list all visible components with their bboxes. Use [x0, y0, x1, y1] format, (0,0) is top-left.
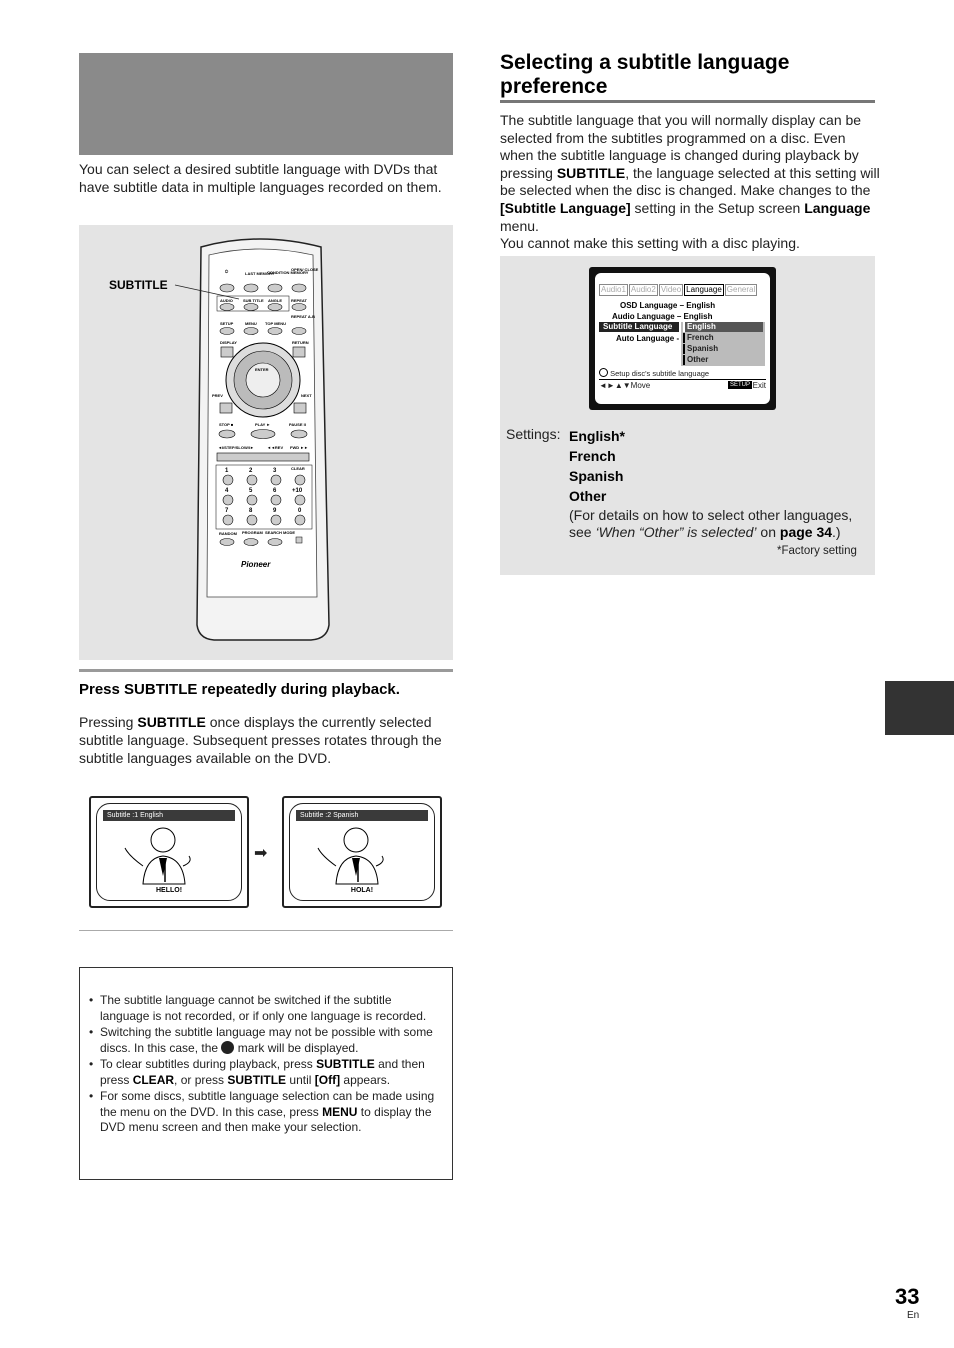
setup-screen [589, 267, 776, 410]
tab-audio1: Audio1 [601, 285, 626, 294]
option-spanish: Spanish [683, 344, 718, 354]
section-body: The subtitle language that you will normally display can be selected from the subtitles programmed on a disc. Even when the subtitle language is changed during playback by pressing SUBTITLE, the language selected at this setting will be selected when the disc is changed. Make changes to the [Subtitle Language] setting in the Setup screen Language menu. You cannot make this setting with a disc playing. [500, 112, 880, 252]
svg-text:7: 7 [225, 508, 229, 514]
setup-tabs [599, 284, 757, 296]
subtitle-callout: SUBTITLE [109, 278, 168, 292]
auto-language-row: Auto Language - [616, 334, 680, 343]
remote-control-icon [79, 225, 453, 660]
svg-text:DISPLAY: DISPLAY [220, 340, 237, 345]
page-language: En [907, 1310, 920, 1321]
arrow-right-icon: ➡ [254, 845, 268, 862]
svg-text:⏻: ⏻ [225, 269, 229, 274]
svg-text:REPEAT: REPEAT [291, 298, 307, 303]
tv-caption: HELLO! [155, 887, 183, 894]
svg-text:SETUP: SETUP [220, 321, 234, 326]
tv-caption: HOLA! [350, 887, 374, 894]
info-icon [599, 368, 608, 377]
svg-text:PLAY ►: PLAY ► [255, 422, 271, 427]
arrow-keys-icon: ◄►▲▼ [599, 381, 631, 390]
svg-text:6: 6 [273, 488, 277, 494]
tab-audio2: Audio2 [630, 285, 656, 294]
no-subtitle-mark-icon [221, 1041, 234, 1054]
divider [79, 669, 453, 672]
screen-footer: ◄►▲▼Move SETUP Exit [599, 381, 766, 390]
svg-text:9: 9 [273, 508, 277, 514]
svg-text:ENTER: ENTER [255, 367, 269, 372]
svg-text:4: 4 [225, 488, 229, 494]
svg-text:RETURN: RETURN [292, 340, 309, 345]
osd-language-row: OSD Language – English [620, 301, 716, 310]
svg-text:◄I/STEP/SLOW/I►: ◄I/STEP/SLOW/I► [218, 445, 254, 450]
settings-note: (For details on how to select other languages, see ‘When “Other” is selected’ on page 34.) [569, 507, 853, 540]
svg-text:PREV: PREV [212, 393, 223, 398]
svg-text:AUDIO: AUDIO [220, 298, 233, 303]
svg-text:FWD ►►: FWD ►► [290, 445, 309, 450]
option-french: French [683, 333, 714, 343]
svg-text:SEARCH MODE: SEARCH MODE [265, 530, 296, 535]
note-item: • The subtitle language cannot be switched if the subtitle language is not recorded, or if only one language is recorded. [100, 993, 438, 1024]
note-item: • Switching the subtitle language may not be possible with some discs. In this case, the mark will be displayed. [100, 1025, 438, 1056]
svg-text:REPEAT A-B: REPEAT A-B [291, 314, 315, 319]
screen-hint: Setup disc's subtitle language [599, 368, 709, 378]
svg-text:ANGLE: ANGLE [268, 298, 282, 303]
option-english: English [683, 322, 763, 332]
svg-text:2: 2 [249, 468, 253, 474]
svg-text:CONDITION MEMORY: CONDITION MEMORY [267, 270, 309, 275]
section-header-bar [79, 53, 453, 155]
step-body: Pressing SUBTITLE once displays the currently selected subtitle language. Subsequent presses rotates through the subtitle languages available on the DVD. [79, 714, 442, 766]
svg-text:SUB TITLE: SUB TITLE [243, 298, 264, 303]
svg-text:3: 3 [273, 468, 277, 474]
svg-text:MENU: MENU [245, 321, 257, 326]
intro-text: You can select a desired subtitle language with DVDs that have subtitle data in multiple languages recorded on them. [79, 161, 442, 195]
note-item: • To clear subtitles during playback, press SUBTITLE and then press CLEAR, or press SUBTITLE until [Off] appears. [100, 1057, 438, 1088]
tab-video: Video [660, 285, 682, 294]
pioneer-logo: Pioneer [241, 560, 271, 569]
svg-text:PROGRAM: PROGRAM [242, 530, 263, 535]
tab-language: Language [686, 285, 722, 294]
svg-text:LAST MEMORY: LAST MEMORY [245, 271, 275, 276]
notes-box [79, 967, 453, 1180]
tab-general: General [726, 285, 756, 294]
step-heading: Press SUBTITLE repeatedly during playback. [79, 681, 400, 698]
subtitle-osd-bar: Subtitle :1 English [103, 810, 235, 821]
option-other: Other [683, 355, 708, 365]
svg-text:+10: +10 [292, 488, 303, 494]
svg-text:TOP MENU: TOP MENU [265, 321, 286, 326]
tv-screen-english [89, 796, 249, 908]
svg-text:OPEN/ CLOSE: OPEN/ CLOSE [291, 267, 319, 272]
title-underline [500, 100, 875, 103]
svg-text:STOP ■: STOP ■ [219, 422, 234, 427]
factory-setting-note: *Factory setting [777, 545, 857, 557]
remote-illustration-panel [79, 225, 453, 660]
svg-text:1: 1 [225, 468, 229, 474]
subtitle-language-row: Subtitle Language [599, 322, 679, 332]
tv-screen-spanish [282, 796, 442, 908]
svg-text:CLEAR: CLEAR [291, 466, 305, 471]
svg-text:◄◄REV: ◄◄REV [267, 445, 284, 450]
section-title: Selecting a subtitle language preference [500, 51, 790, 98]
svg-text:8: 8 [249, 508, 253, 514]
svg-text:NEXT: NEXT [301, 393, 312, 398]
svg-text:5: 5 [249, 488, 253, 494]
divider [79, 930, 453, 931]
setup-key-icon: SETUP [729, 382, 750, 388]
settings-label: Settings: [506, 426, 561, 442]
chapter-tab [885, 681, 954, 735]
svg-text:0: 0 [298, 508, 302, 514]
subtitle-osd-bar: Subtitle :2 Spanish [296, 810, 428, 821]
audio-language-row: Audio Language – English [612, 312, 713, 321]
note-item: • For some discs, subtitle language selection can be made using the menu on the DVD. In this case, press MENU to display the DVD menu screen and then make your selection. [100, 1089, 438, 1136]
page-number: 33 [895, 1284, 920, 1309]
svg-text:PAUSE II: PAUSE II [289, 422, 306, 427]
settings-values: English* French Spanish Other [569, 428, 626, 504]
svg-text:RANDOM: RANDOM [219, 531, 237, 536]
